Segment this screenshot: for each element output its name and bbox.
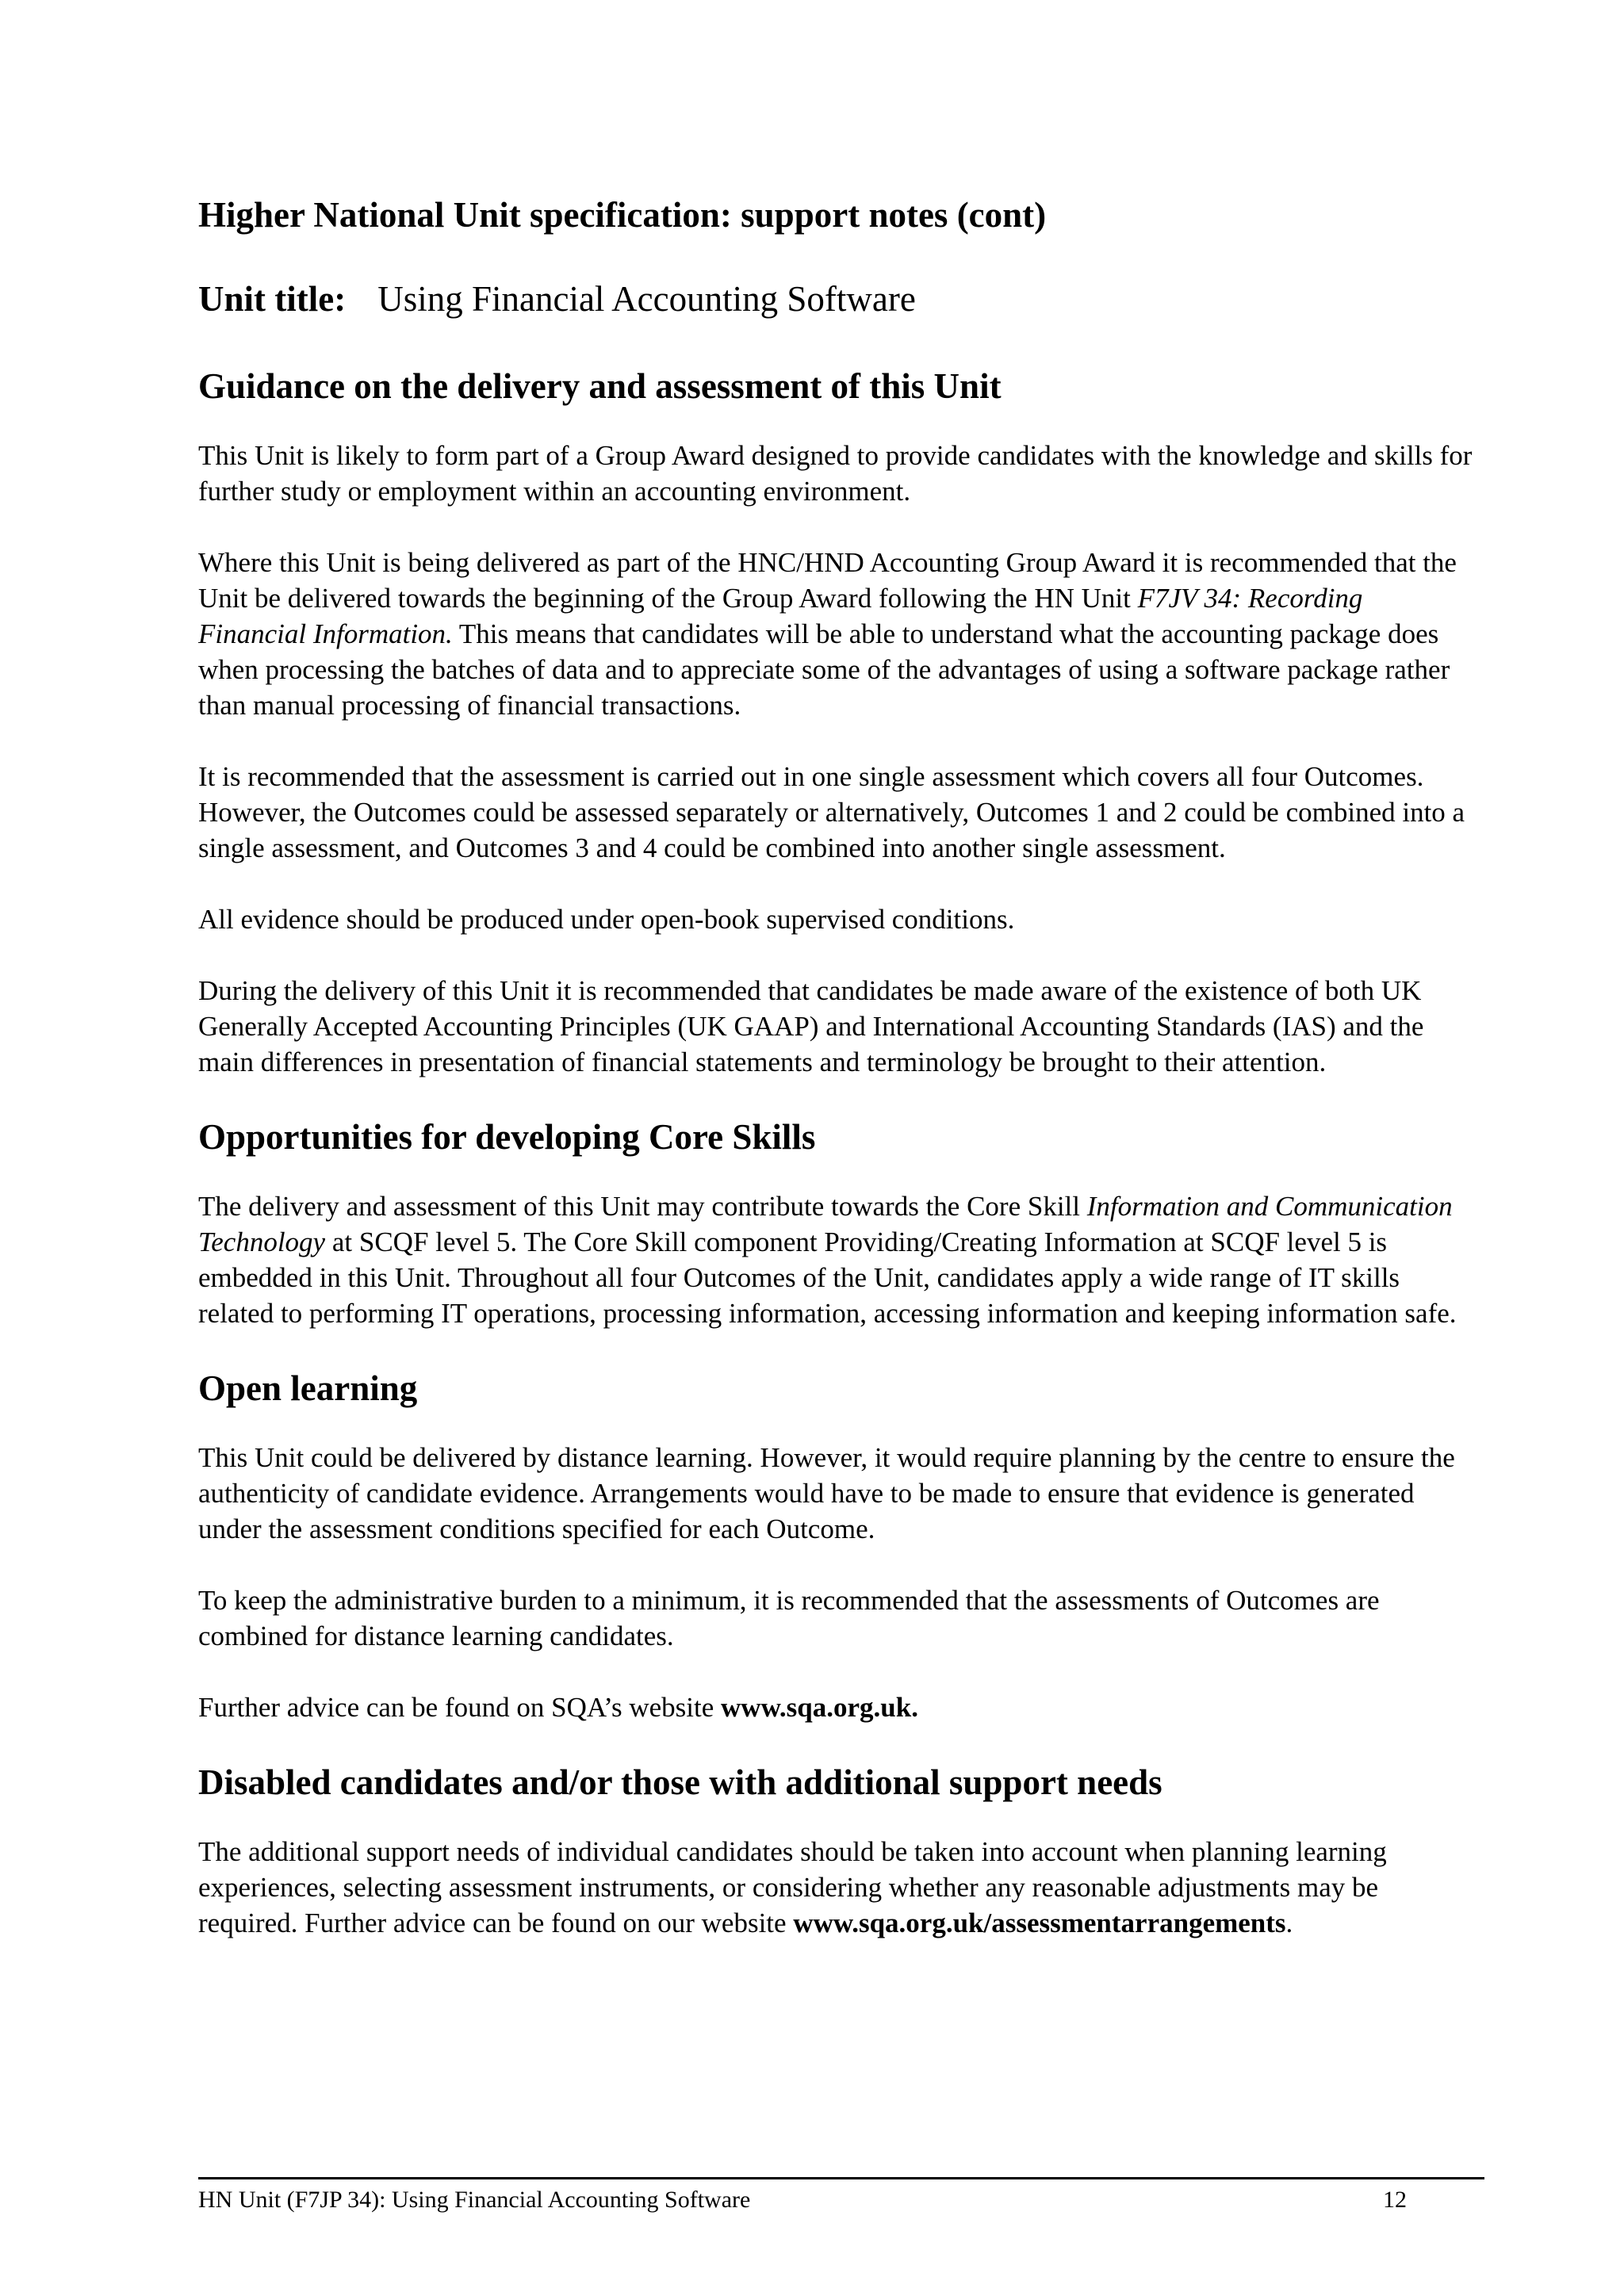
guidance-paragraph-2-text-b: This means that candidates will be able to understand what the accounting package does when processing the batches of data and to appreciate some of the advantages of using a software package rather than manual processing of financial transactions. [198,618,1450,721]
unit-reference: F7JV 34: Recording Financial Information. [198,583,1363,649]
core-skills-paragraph [198,1188,1475,1331]
guidance-paragraph-1: This Unit is likely to form part of a Group Award designed to provide candidates with the knowledge and skills for further study or employment within an accounting environment. [198,440,1473,507]
disabled-candidates-heading: Disabled candidates and/or those with additional support needs [198,1762,1162,1802]
unit-title [198,277,1475,320]
unit-title-value: Using Financial Accounting Software [377,279,916,319]
unit-title-label: Unit title: [198,279,347,319]
page-title: Higher National Unit specification: support notes (cont) [198,195,1047,235]
open-learning-heading: Open learning [198,1368,418,1408]
guidance-paragraph-2 [198,545,1475,723]
disabled-candidates-paragraph [198,1834,1475,1941]
guidance-heading: Guidance on the delivery and assessment of this Unit [198,366,1002,406]
guidance-paragraph-5: During the delivery of this Unit it is recommended that candidates be made aware of the existence of both UK Generally Accepted Accounting Principles (UK GAAP) and International Accounting Standards (IAS) and the main differences in presentation of financial statements and terminology be brought to their attention. [198,975,1424,1077]
guidance-paragraph-4: All evidence should be produced under open-book supervised conditions. [198,904,1015,935]
core-skills-text-b: at SCQF level 5. The Core Skill component Providing/Creating Information at SCQF level 5 is embedded in this Unit. Throughout all four Outcomes of the Unit, candidates apply a wide range of IT skills related to performing IT operations, processing information, accessing information and keeping information safe. [198,1226,1457,1329]
core-skills-heading: Opportunities for developing Core Skills [198,1117,816,1157]
page-number: 12 [1383,2187,1407,2213]
core-skills-text-a: The delivery and assessment of this Unit may contribute towards the Core Skill [198,1191,1087,1222]
footer-unit-reference: HN Unit (F7JP 34): Using Financial Accounting Software [198,2187,751,2213]
open-learning-paragraph-1: This Unit could be delivered by distance learning. However, it would require planning by the centre to ensure the authenticity of candidate evidence. Arrangements would have to be made to ensure that evidence is generated under the assessment conditions specified for each Outcome. [198,1442,1455,1544]
guidance-paragraph-3: It is recommended that the assessment is carried out in one single assessment which covers all four Outcomes. However, the Outcomes could be assessed separately or alternatively, Outcomes 1 and 2 could be combined into a single assessment, and Outcomes 3 and 4 could be combined into another single assessment. [198,761,1465,863]
open-learning-text: Further advice can be found on SQA’s website [198,1692,722,1723]
disabled-candidates-text: The additional support needs of individual candidates should be taken into account when planning learning experiences, selecting assessment instruments, or considering whether any reasonable adjustments may be required. Further advice can be found on our website [198,1836,1387,1938]
sqa-website-link[interactable]: www.sqa.org.uk. [721,1692,918,1723]
disabled-candidates-text-end: . [1285,1908,1293,1938]
open-learning-paragraph-3 [198,1689,1475,1725]
core-skill-name: Information and Communication Technology [198,1191,1453,1257]
guidance-paragraph-2-text-a: Where this Unit is being delivered as part of the HNC/HND Accounting Group Award it is recommended that the Unit be delivered towards the beginning of the Group Award following the HN Unit [198,547,1457,614]
assessment-arrangements-link[interactable]: www.sqa.org.uk/assessmentarrangements [793,1908,1286,1938]
footer-divider [198,2177,1484,2179]
page-content [198,193,1475,1941]
open-learning-paragraph-2: To keep the administrative burden to a minimum, it is recommended that the assessments of Outcomes are combined for distance learning candidates. [198,1585,1380,1651]
